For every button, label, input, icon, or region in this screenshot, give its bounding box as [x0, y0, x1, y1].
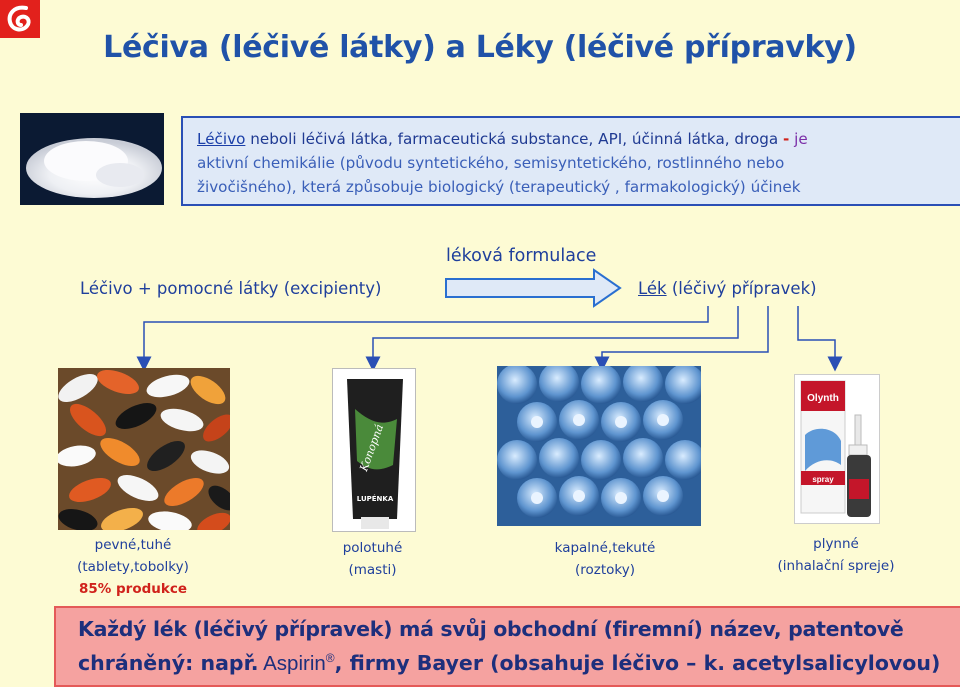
note-line-2	[78, 644, 960, 678]
caption-gas	[760, 533, 912, 577]
note-registered-mark: ®	[325, 651, 335, 665]
equation-rhs-term: Lék	[638, 279, 667, 298]
caption-liquid-examples: (roztoky)	[574, 562, 635, 578]
definition-line-2: aktivní chemikálie (původu syntetického, semisyntetického, rostlinného nebo	[197, 154, 785, 172]
note-line-2-end: , firmy Bayer (obsahuje léčivo – k. acetylsalicylovou)	[334, 650, 941, 675]
trade-name-note	[54, 606, 960, 687]
spray-label: spray	[812, 475, 834, 484]
arrow-label: léková formulace	[446, 246, 597, 266]
definition-is: je	[789, 130, 808, 148]
ointment-tube-image	[332, 368, 416, 532]
definition-synonyms: neboli léčivá látka, farmaceutická substance, API, účinná látka, droga	[245, 130, 784, 148]
caption-gas-title: plynné	[813, 536, 859, 552]
svg-text:Konopná: Konopná	[357, 422, 387, 474]
caption-solid-note: 85% produkce	[78, 581, 188, 597]
definition-line-3: živočišného), která způsobuje biologický (terapeutický , farmakologický) účinek	[197, 178, 801, 196]
definition-term: Léčivo	[197, 130, 246, 148]
caption-gas-examples: (inhalační spreje)	[777, 558, 895, 574]
caption-semisolid-title: polotuhé	[342, 540, 403, 556]
note-line-2-start: chráněný: např.	[78, 650, 259, 675]
caption-solid-title: pevné,tuhé	[94, 537, 172, 553]
equation-lhs: Léčivo + pomocné látky (excipienty)	[80, 279, 382, 298]
olynth-label: Olynth	[807, 393, 839, 404]
water-bottles-image	[497, 366, 701, 526]
definition-dash: -	[783, 130, 790, 148]
nasal-spray-image	[794, 374, 880, 524]
caption-semisolid	[330, 537, 415, 581]
slide-title: Léčiva (léčivé látky) a Léky (léčivé přípravky)	[103, 30, 857, 65]
equation-rhs-rest: (léčivý přípravek)	[666, 279, 817, 298]
caption-semisolid-examples: (masti)	[348, 562, 397, 578]
pills-image	[58, 368, 230, 530]
note-line-1: Každý lék (léčivý přípravek) má svůj obchodní (firemní) název, patentově	[78, 617, 904, 641]
equation-rhs	[638, 279, 817, 298]
powder-image	[20, 113, 164, 205]
tube-label: LUPÉNKA	[356, 495, 394, 503]
note-brand: Aspirin	[258, 651, 326, 675]
caption-liquid-title: kapalné,tekuté	[554, 540, 656, 556]
caption-solid-examples: (tablety,tobolky)	[77, 559, 189, 575]
caption-solid	[58, 534, 208, 600]
definition-box	[181, 116, 960, 206]
caption-liquid	[520, 537, 690, 581]
